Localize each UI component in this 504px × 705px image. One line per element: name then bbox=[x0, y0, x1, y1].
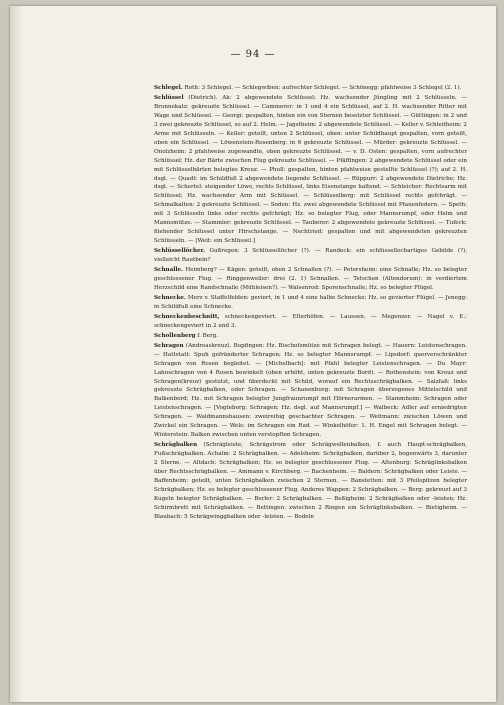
headword: Schnalle. bbox=[154, 267, 183, 274]
entry-schneckenbeschnitt bbox=[154, 313, 467, 331]
entry-text: f. Berg. bbox=[197, 332, 219, 339]
entry-text: (Dietrich). Ak: 2 abgewendete Schlüssel; Hz. wachsender Jüngling mit 2 Schlüsseln. — Brunnekatz: gekreuzte Schlüssel. — Cammerer: in 1 und 4 ein Schlüssel, auf 2. H. wachsender Ritter mit Wage und Schlüssel. — Georgi: gespalten, hinten ein von Sternen besetzter Schlüssel. — Güttingen: in 2 und 3 zwei gekreuzte Schlüssel, so auf 2. Helm. — Jagstheim: 2 abgewendete Schlüssel. — Keller v. Schleitheim: 2 Arme mit Schlüsseln. — Keller: geteilt, unten 2 Schlüssel, oben: unter Schildhaupt gespalten, vorn geteilt, oben ein Schlüssel. — Löwenstein-Rosenberg: in 6 gekreuzte Schlüssel. — Mürder: gekreuzte Schlüssel. — Onolzheim: 2 pfahlweise zugewandte, oben gekreuzte Schlüssel. — v. D. Osten: gespalten, vorn aufrechter Schlüssel; Hz. der Bärte zwischen Flug gekreuzte Schlüssel. — Pfäffingen: 2 abgewendete Schlüssel oder ein mit Schlüsselbärten belegtes Kreuz. — Phull: gespalten, hinten pfahlweise gestellte Schlüssel (?); auf 2. H. dsgl. — Quadt: im Schildfuß 2 abgewendete liegende Schlüssel. — Rüppurr: 2 abgewendete Dietriche; Hz. dsgl. — Schertel: steigender Löwe, rechts Schlüssel, links Eisenstange haltend. — Schleicher: Rechtsarm mit Schlüssel; Hz. wachsender Arm mit Schlüssel. — Schlüsselberg: mit Schlüssel rechts gefchrägt. — Schmalkalten: 2 gekreuzte Schlüssel. — Soden: Hz. zwei abgewendete Schlüssel mit Pfauenfedern. — Speth: mit 3 Schlüsseln links oder rechts gefchrägt; Hz. so belegter Flug, oder Mannsrumpf, oder Helm und Mannsmütze. — Stammler: gekreuzte Schlüssel. — Tauberer: 2 abgewendete gekreuzte Schlüssel. — Tufeck: fliehender Schlüssel unter Hirschstange. — Nechtried: gespalten und mit abgewendeten gekreuzten Schlüsseln. — [Weit: ein Schlüssel.] bbox=[154, 94, 467, 245]
entry-text: (Andreaskreuz). Bopfingen: Hz. Bischofsmütze mit Schragen belegt. — Hauern: Leistenschragen. — Hattstatt: Spuh gefränderter Schragen; Hz. so belegter Mannsrumpf. — Lipsdorf: querverschränkter Schragen von Rosen begleitet. — [Michelbach]: mit Pfahl belegter Leistenschragen. — Du Mayr: Lahnschragen von 4 Rosen bewinkelt (oben erhöht, unten gekreuzte Bord). — Rothenstein: von Kreuz und Schragen(kreuz) gestutzt, und überdeckt mit Schild, worauf ein Rechtsschrägbalken. — Salzfaß: links gekreuzte Schrägbalken, oder Schragen. — Schanenburg: mit Schragen überzogenes Mittelschild und Balkenbord; Hz. mit Schragen belegter Jungfraunrumpf mit Hörnerarmen. — Stammheim: Schragen oder Leistenschragen. — [Vogteborg: Schragen; Hz. dsgl. auf Mannsrumpf.] — Walbeck: Adler auf erniedrigten Schragen. — Waldmannshausen: zweireihig geschachter Schragen. — Weitmann: zwischen Löwen und Zwickel ein Schragen. — Wels: im Schragen ein Rad. — Winkelhöfer: 1. H. Engel mit Schragen belegt. — Winterstein: Balken zwischen unten verstopften Schragen. bbox=[154, 342, 467, 439]
entry-text: Heimberg? — Kägen: geteilt, oben 2 Schnallen (?). — Petersheim: eine Schnalle; Hz. so belegter geschlossener Flug. — Ringgenweiler: drei (2. 1) Schnallen. — Tetschen (Altendorum): in verdiertem Herzschild eine Randschnalle (Mühleisen?). — Walsenrod: Sporenschnalle; Hz. so belegter Flügel. bbox=[154, 267, 467, 291]
binding-shadow bbox=[10, 6, 22, 702]
headword: Schlegel. bbox=[154, 85, 183, 91]
document-page bbox=[10, 6, 496, 702]
headword: Schlüssel bbox=[154, 94, 184, 101]
headword: Schnecke. bbox=[154, 294, 186, 301]
headword: Schrägbalken bbox=[154, 442, 198, 449]
entry-text: (Schrägleiste, Schrägstrom oder Schrägwellenbalken, f. auch Haupt-schrägbalken, Fußschrägbalken. Achalm: 2 Schrägbalken. — Adelsheim: Schrägbalken, darüber 2, bogenwärts 3, darunter 2 Sterne. — Altdach: Schrägbalken; Hz. so belegter geschlossener Flug. — Altenburg: Schräglinksbalken über Rechtsschrägbalken. — Ammann v. Kirchberg. — Bachenheim. — Baldern: Schrägbalken oder Leiste. — Baffenheim: geteilt, unten Schrägbalken zwischen 2 Sternen. — Banstetten: mit 3 Pfeilspitzen belegter Schrägbalken; Hz. so belegter geschlossener Flug. Anderes Wappen: 2 Schrägbalken. — Berg: gekreuzt auf 3 Kugeln belegter Schrägbalken. — Berler: 2 Schrägbalken. — Beßigheim: 2 Schrägbalken oder -leisten; Hz. Schirmbrett mit Schrägbalken. — Bettingen: zwischen 2 Ringen ein Schräglinksbalken. — Bietigheim. — Blaubach: 5 Schrägwinggbalken oder -leisten. — Bodeln bbox=[154, 442, 468, 520]
entry-schollenberg bbox=[154, 332, 467, 341]
entry-text: Merz v. Staffelfelden: geviert, in 1 und 4 eine halbe Schnecke; Hz. so gevierter Flügel. — Jenegg: in Schildfuß eine Schnecke. bbox=[154, 294, 467, 310]
entry-schnecke bbox=[154, 294, 467, 312]
headword: Schragen bbox=[154, 342, 184, 349]
entry-schraegbalken bbox=[154, 441, 467, 522]
entry-schragen bbox=[154, 342, 467, 440]
text-block bbox=[154, 84, 467, 522]
entry-schluesselloecher bbox=[154, 247, 467, 265]
entry-schnalle bbox=[154, 266, 467, 293]
headword: Schollenberg bbox=[154, 332, 196, 339]
headword: Schlüssellöcher. bbox=[154, 248, 205, 255]
headword: Schneckenbeschnitt, bbox=[154, 313, 220, 320]
entry-text: Gußregen: 3 Schlüssellöcher (?). — Randeck: ein schlüssellochartiges Gebilde (?), vielleicht Rautbein? bbox=[154, 248, 467, 264]
entry-text: schneckengeviert. — Elterhöfen. — Laussen. — Megenzer. — Nagel v. E.: schneckengeviert in 2 und 3. bbox=[154, 313, 467, 329]
entry-schlegel bbox=[154, 84, 467, 93]
page-number: — 94 — bbox=[230, 49, 276, 60]
entry-schluessel bbox=[154, 94, 467, 246]
entry-text: Roth: 3 Schlegel. — Schlegwiben: aufrechter Schlegel. — Schönegg: pfahlweise 3 Schlegel (2. 1). bbox=[184, 85, 462, 91]
